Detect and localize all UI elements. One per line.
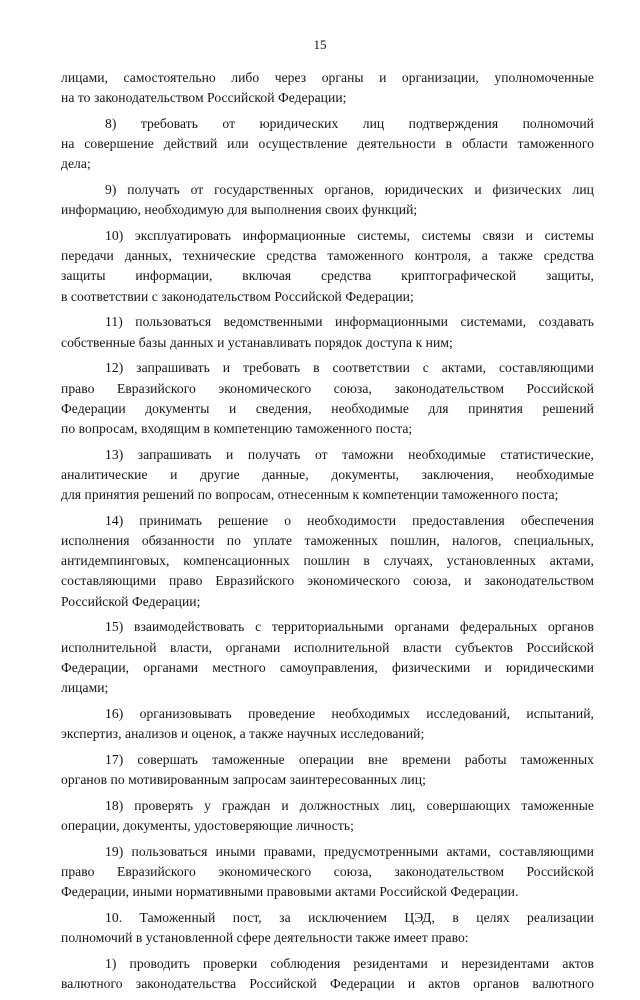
text-line: Федерации, иными нормативными правовыми актами Российской Федерации. (61, 884, 519, 900)
text-line: 10) эксплуатировать информационные системы, системы связи и системы (105, 228, 594, 244)
text-line: полномочий в установленной сфере деятельности также имеет право: (61, 930, 469, 946)
text-line: 13) запрашивать и получать от таможни необходимые статистические, (105, 446, 594, 462)
text-line: экспертиз, анализов и оценок, а также научных исследований; (61, 725, 425, 741)
text-line: антидемпинговых, компенсационных пошлин в случаях, установленных актами, (61, 553, 594, 569)
text-line: 18) проверять у граждан и должностных лиц, совершающих таможенные (105, 797, 594, 813)
list-item-16 (61, 704, 594, 744)
text-line: 1) проводить проверки соблюдения резидентами и нерезидентами актов (105, 955, 594, 971)
text-line: исполнительной власти, органами исполнительной власти субъектов Российской (61, 639, 594, 655)
text-line: 16) организовывать проведение необходимых исследований, испытаний, (105, 705, 594, 721)
text-line: Российской Федерации; (61, 593, 201, 609)
text-line: по вопросам, входящим в компетенцию таможенного поста; (61, 420, 413, 436)
text-line: 9) получать от государственных органов, юридических и физических лиц (105, 182, 594, 198)
text-line: для принятия решений по вопросам, отнесенным к компетенции таможенного поста; (61, 487, 559, 503)
text-line: 11) пользоваться ведомственными информационными системами, создавать (105, 314, 594, 330)
text-line: передачи данных, технические средства таможенного контроля, а также средства (61, 248, 594, 264)
paragraph-continuation (61, 68, 594, 108)
list-item-8 (61, 114, 594, 175)
document-body (61, 68, 594, 1000)
text-line: на совершение действий или осуществление деятельности в области таможенного (61, 136, 594, 152)
list-item-12 (61, 358, 594, 439)
list-item-14 (61, 511, 594, 612)
list-item-11 (61, 312, 594, 352)
text-line: Федерации документы и сведения, необходимые для принятия решений (61, 400, 594, 416)
text-line: право Евразийского экономического союза, законодательством Российской (61, 863, 594, 879)
list-item-9 (61, 180, 594, 220)
text-line: дела; (61, 156, 91, 172)
text-line: 8) требовать от юридических лиц подтверждения полномочий (105, 115, 594, 131)
text-line: информацию, необходимую для выполнения своих функций; (61, 202, 418, 218)
section-10 (61, 908, 594, 948)
list-item-17 (61, 750, 594, 790)
list-item-10 (61, 226, 594, 307)
text-line: на то законодательством Российской Федерации; (61, 90, 347, 106)
text-line: составляющими право Евразийского экономического союза, и законодательством (61, 573, 594, 589)
text-line: 19) пользоваться иными правами, предусмотренными актами, составляющими (105, 843, 594, 859)
text-line: лицами; (61, 680, 109, 695)
text-line: Федерации, органами местного самоуправления, физическими и юридическими (61, 659, 594, 675)
text-line: аналитические и другие данные, документы, заключения, необходимые (61, 466, 594, 482)
text-line: 15) взаимодействовать с территориальными органами федеральных органов (105, 619, 594, 635)
text-line: лицами, самостоятельно либо через органы и организации, уполномоченные (61, 70, 594, 85)
text-line: собственные базы данных и устанавливать порядок доступа к ним; (61, 334, 453, 350)
text-line: защиты информации, включая средства криптографической защиты, (61, 268, 594, 284)
text-line: в соответствии с законодательством Российской Федерации; (61, 288, 414, 304)
section-10-item-1 (61, 954, 594, 994)
text-line: право Евразийского экономического союза, законодательством Российской (61, 380, 594, 396)
text-line: 14) принимать решение о необходимости предоставления обеспечения (105, 512, 594, 528)
list-item-13 (61, 445, 594, 506)
text-line: 17) совершать таможенные операции вне времени работы таможенных (105, 751, 594, 767)
text-line: операции, документы, удостоверяющие личность; (61, 817, 354, 833)
list-item-19 (61, 842, 594, 903)
page-number: 15 (313, 37, 327, 52)
text-line: органов по мотивированным запросам заинтересованных лиц; (61, 771, 426, 787)
list-item-18 (61, 796, 594, 836)
list-item-15 (61, 617, 594, 698)
text-line: валютного законодательства Российской Федерации и актов органов валютного (61, 976, 594, 991)
text-line: 10. Таможенный пост, за исключением ЦЭД, в целях реализации (105, 909, 594, 925)
text-line: исполнения обязанности по уплате таможенных пошлин, налогов, специальных, (61, 533, 594, 549)
text-line: 12) запрашивать и требовать в соответствии с актами, составляющими (105, 360, 594, 376)
